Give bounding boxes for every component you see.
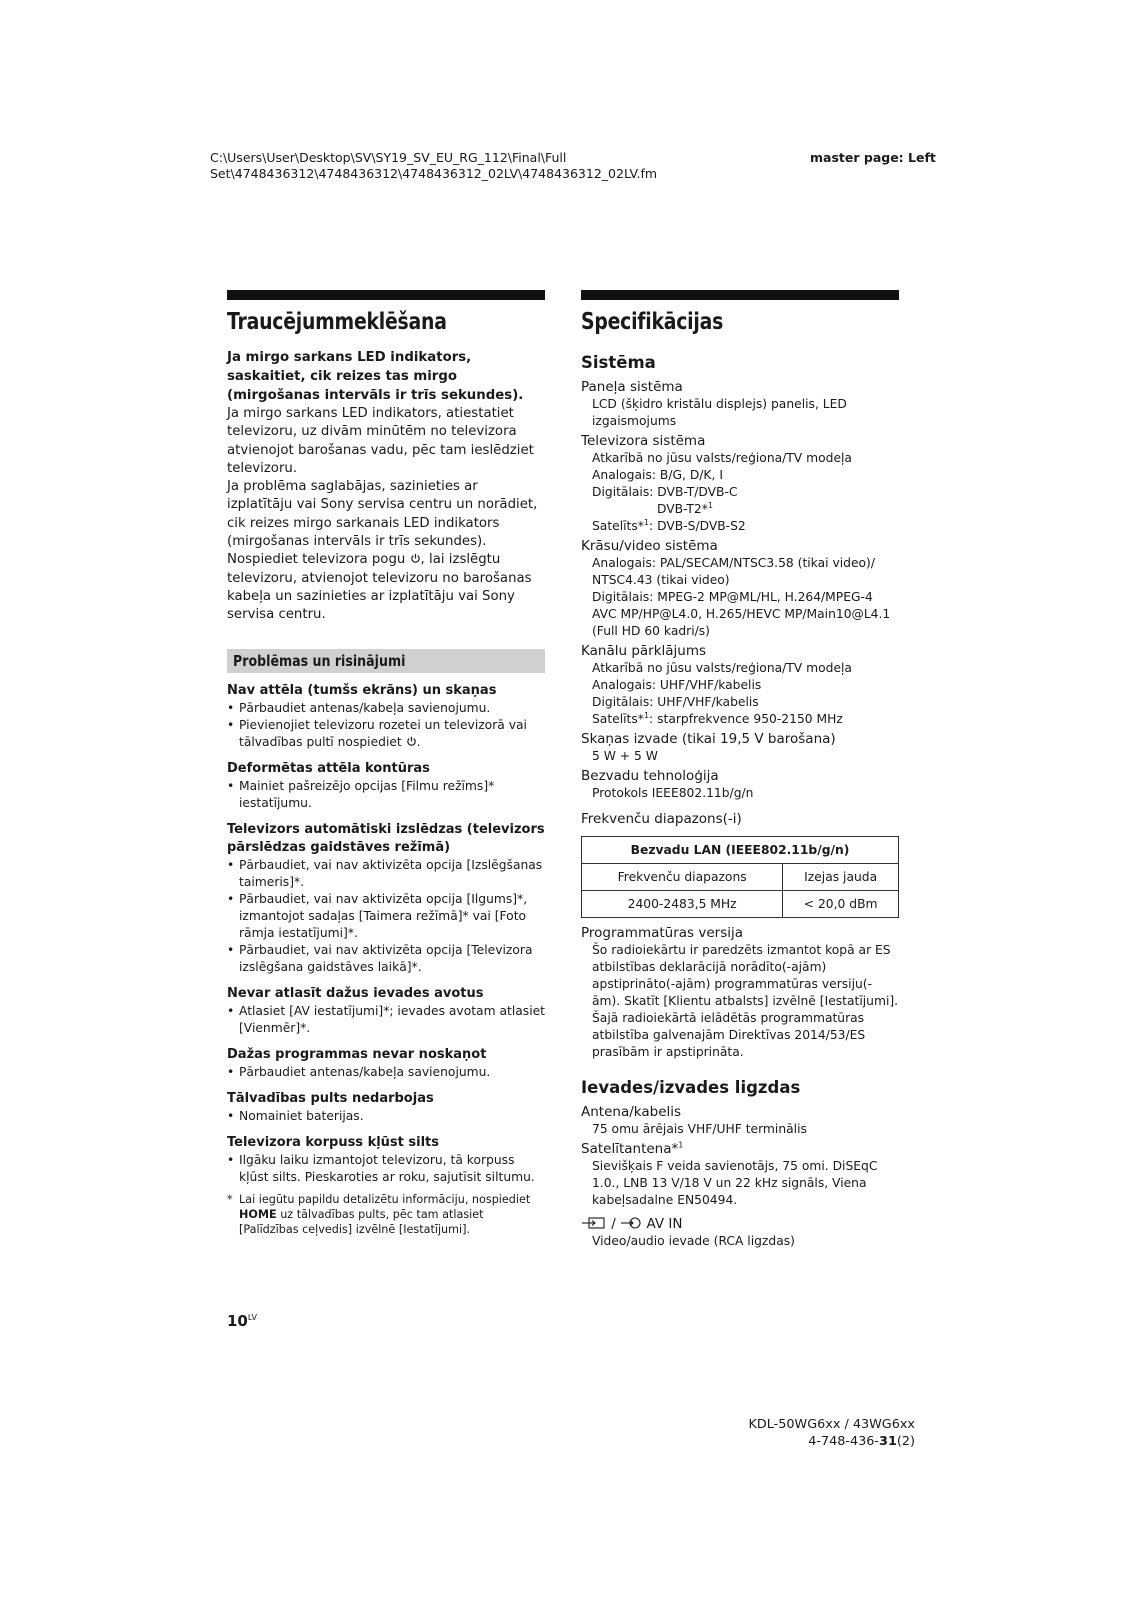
part-number (740, 1433, 915, 1450)
model-info (740, 1416, 915, 1450)
intro-paragraph-2 (227, 478, 545, 624)
master-page-label: master page: Left (810, 150, 936, 165)
problem-bullets (227, 1152, 545, 1186)
problem-title: Deformētas attēla kontūras (227, 760, 430, 776)
spec-line-text: : DVB-S/DVB-S2 (649, 519, 746, 533)
page-number-value: 10 (227, 1312, 248, 1330)
spec-line-text: Satelīts* (592, 712, 644, 726)
bullet-item: • Nomainiet baterijas. (227, 1108, 545, 1125)
spec-title (581, 1215, 899, 1233)
footnote-text-b: uz tālvadības pults, pēc tam atlasiet [Palīdzības ceļvedis] izvēlnē [Iestatījumi]. (239, 1207, 484, 1236)
spec-line-text: : starpfrekvence 950-2150 MHz (649, 712, 843, 726)
footnote (227, 1192, 545, 1237)
spec-line: Digitālais: UHF/VHF/kabelis (592, 695, 759, 709)
spec-title: Bezvadu tehnoloģija (581, 768, 719, 784)
bullet-item: • Pārbaudiet, vai nav aktivizēta opcija [Ilgums]*, izmantojot sadaļas [Taimera režīmā]* vai [Foto rāmja iestatījumi]*. (227, 891, 545, 942)
spec-title: Antena/kabelis (581, 1104, 682, 1120)
problems-band (227, 649, 545, 673)
problem-bullets (227, 1064, 545, 1081)
problem-bullets (227, 1108, 545, 1125)
wireless-lan-table (581, 836, 899, 918)
spec-line (592, 518, 899, 535)
spec-title (581, 1140, 899, 1158)
problem-title: Dažas programmas nevar noskaņot (227, 1046, 487, 1062)
footnote-ref: 1 (678, 1140, 684, 1150)
spec-value: LCD (šķidro kristālu displejs) panelis, LED izgaismojums (592, 397, 847, 428)
spec-title: Skaņas izvade (tikai 19,5 V barošana) (581, 731, 836, 747)
problem-title: Televizors automātiski izslēdzas (televizors pārslēdzas gaidstāves režīmā) (227, 821, 545, 855)
problem-title: Tālvadības pults nedarbojas (227, 1090, 434, 1106)
bullet-item: • Pārbaudiet antenas/kabeļa savienojumu. (227, 1064, 545, 1081)
spec-line: Atkarībā no jūsu valsts/reģiona/TV modeļa (592, 661, 852, 675)
spec-line: Digitālais: DVB-T/DVB-C (592, 485, 738, 499)
section-rule (581, 290, 899, 300)
bullet-item: • Pārbaudiet, vai nav aktivizēta opcija [Televizora izslēgšana gaidstāves laikā]*. (227, 942, 545, 976)
specifications-title: Specifikācijas (581, 309, 724, 335)
table-row (582, 837, 899, 864)
bullet-item: • Pārbaudiet antenas/kabeļa savienojumu. (227, 700, 545, 717)
footnote-text-a: Lai iegūtu papildu detalizētu informāciju, nospiediet (239, 1192, 531, 1206)
table-header: Bezvadu LAN (IEEE802.11b/g/n) (582, 837, 899, 864)
bullet-item: • Ilgāku laiku izmantojot televizoru, tā korpuss kļūst silts. Pieskaroties ar roku, sajutīsit siltumu. (227, 1152, 545, 1186)
problem-title: Nevar atlasīt dažus ievades avotus (227, 985, 484, 1001)
spec-line: Atkarībā no jūsu valsts/reģiona/TV modeļa (592, 451, 852, 465)
part-number-b: 31 (879, 1434, 897, 1449)
troubleshooting-column (227, 290, 545, 1237)
system-heading: Sistēma (581, 353, 656, 372)
bullet-text-a: Pievienojiet televizoru rozetei un televizorā vai tālvadības pultī nospiediet (239, 717, 527, 749)
spec-value: Šo radioiekārtu ir paredzēts izmantot kopā ar ES atbilstības deklarācijā norādīto(-ajām) apstiprināto(-ajām) programmatūras versiju(-ām). Skatīt [Klientu atbalsts] izvēlnē [Iestatījumi]. Šajā radioiekārtā ielādētās programmatūras atbilstība galvenajām Direktīvas 2014/53/ES prasībām ir apstiprināta. (592, 943, 899, 1059)
part-number-c: (2) (896, 1434, 915, 1449)
intro-paragraph-1: Ja mirgo sarkans LED indikators, atiestatiet televizoru, uz divām minūtēm no televizora atvienojot barošanas vadu, pēc tam ieslēdziet televizoru. (227, 406, 534, 476)
footnote-ref: 1 (643, 517, 650, 527)
spec-line: Analogais: UHF/VHF/kabelis (592, 678, 762, 692)
spec-title-text: Satelītantena* (581, 1141, 679, 1157)
footnote-ref: 1 (643, 710, 650, 720)
file-path (210, 150, 657, 182)
troubleshooting-title: Traucējummeklēšana (227, 309, 447, 335)
footnote-star: * (227, 1192, 233, 1206)
section-rule (227, 290, 545, 300)
footnote-ref: 1 (707, 500, 713, 510)
language-code: LV (247, 1313, 257, 1322)
power-icon (410, 553, 421, 564)
spec-title: Frekvenču diapazons(-i) (581, 811, 742, 827)
model-numbers: KDL-50WG6xx / 43WG6xx (748, 1417, 915, 1432)
file-path-line2: Set\4748436312\4748436312\4748436312_02LV\4748436312_02LV.fm (210, 166, 658, 181)
page-number (227, 1312, 257, 1330)
problem-bullets (227, 778, 545, 812)
intro-text (227, 405, 545, 625)
file-path-line1: C:\Users\User\Desktop\SV\SY19_SV_EU_RG_112\Final\Full (210, 150, 567, 165)
bullet-item: • Atlasiet [AV iestatījumi]*; ievades avotam atlasiet [Vienmēr]*. (227, 1003, 545, 1037)
io-heading: Ievades/izvades ligzdas (581, 1078, 801, 1097)
table-cell: 2400-2483,5 MHz (582, 891, 783, 918)
spec-line-text: DVB-T2* (657, 502, 708, 516)
spec-line: Analogais: B/G, D/K, I (592, 468, 723, 482)
spec-title: Krāsu/video sistēma (581, 538, 718, 554)
spec-line: Analogais: PAL/SECAM/NTSC3.58 (tikai video)/ NTSC4.43 (tikai video) (592, 556, 875, 587)
spec-value (581, 660, 899, 728)
problem-bullets (227, 857, 545, 976)
av-separator: / (611, 1216, 616, 1232)
spec-title: Televizora sistēma (581, 433, 706, 449)
spec-title: Kanālu pārklājums (581, 643, 707, 659)
spec-line: Digitālais: MPEG-2 MP@ML/HL, H.264/MPEG-4 AVC MP/HP@L4.0, H.265/HEVC MP/Main10@L4.1 (Full HD 60 kadri/s) (592, 590, 891, 638)
bullet-item (227, 717, 545, 751)
problem-bullets (227, 1003, 545, 1037)
problems-band-label: Problēmas un risinājumi (233, 651, 406, 670)
spec-value (581, 450, 899, 535)
table-row (582, 891, 899, 918)
av-in-label: AV IN (646, 1216, 683, 1232)
specifications-column (581, 290, 899, 1250)
home-key-label: HOME (239, 1207, 277, 1221)
spec-value: 5 W + 5 W (592, 749, 658, 763)
table-cell: < 20,0 dBm (783, 891, 899, 918)
bullet-text-b: . (416, 734, 421, 749)
intro-bold-text: Ja mirgo sarkans LED indikators, saskaitiet, cik reizes tas mirgo (mirgošanas intervāls ir trīs sekundes). (227, 350, 524, 403)
spec-line (592, 711, 899, 728)
power-icon (406, 736, 417, 747)
spec-value: Sievišķais F veida savienotājs, 75 omi. DiSEqC 1.0., LNB 13 V/18 V un 22 kHz signāls, Viena kabeļsadalne EN50494. (592, 1159, 878, 1207)
input-icon (581, 1217, 607, 1229)
table-cell: Frekvenču diapazons (582, 864, 783, 891)
problem-bullets (227, 700, 545, 751)
intro-p2-part-b: , lai izslēgtu televizoru, atvienojot televizoru no barošanas kabeļa un sazinieties ar izplatītāju vai Sony servisa centru. (227, 552, 532, 623)
spec-value: Video/audio ievade (RCA ligzdas) (592, 1234, 795, 1248)
part-number-a: 4-748-436- (808, 1434, 880, 1449)
problem-title: Nav attēla (tumšs ekrāns) un skaņas (227, 682, 497, 698)
spec-line-text: Satelīts* (592, 519, 644, 533)
bullet-item: • Mainiet pašreizējo opcijas [Filmu režīms]* iestatījumu. (227, 778, 545, 812)
spec-value (581, 555, 899, 640)
problem-title: Televizora korpuss kļūst silts (227, 1134, 440, 1150)
spec-value: 75 omu ārējais VHF/UHF terminālis (592, 1122, 807, 1136)
spec-title: Paneļa sistēma (581, 379, 683, 395)
spec-line (592, 501, 899, 518)
spec-value: Protokols IEEE802.11b/g/n (592, 786, 754, 800)
intro-p2-part-a: Ja problēma saglabājas, sazinieties ar izplatītāju vai Sony servisa centru un norādiet, cik reizes mirgo sarkanais LED indikators (mirgošanas intervāls ir trīs sekundes). Nospiediet televizora pogu (227, 479, 538, 568)
input-icon (620, 1217, 642, 1229)
table-row (582, 864, 899, 891)
spec-title: Programmatūras versija (581, 925, 744, 941)
table-cell: Izejas jauda (783, 864, 899, 891)
bullet-item: • Pārbaudiet, vai nav aktivizēta opcija [Izslēgšanas taimeris]*. (227, 857, 545, 891)
